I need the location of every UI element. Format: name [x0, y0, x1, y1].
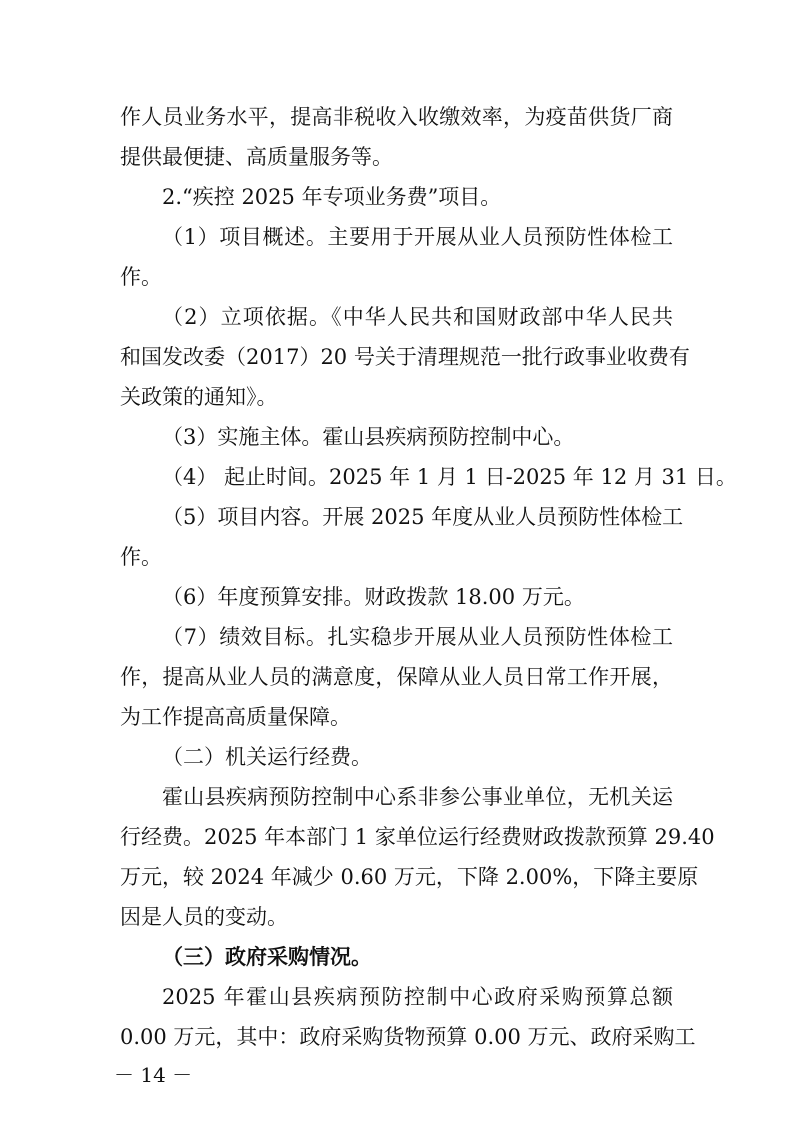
operating-costs-para-3: 万元，较 2024 年减少 0.60 万元，下降 2.00%，下降主要原	[120, 865, 699, 889]
section-heading-project-2: 2.“疾控 2025 年专项业务费”项目。	[162, 185, 502, 209]
item-1-overview: （1）项目概述。主要用于开展从业人员预防性体检工	[162, 225, 673, 249]
section-heading-procurement: （三）政府采购情况。	[162, 944, 372, 969]
item-2-basis-cont-2: 关政策的通知》。	[120, 385, 278, 409]
item-7-goal-cont-1: 作，提高从业人员的满意度，保障从业人员日常工作开展，	[120, 665, 673, 689]
operating-costs-para-2: 行经费。2025 年本部门 1 家单位运行经费财政拨款预算 29.40	[120, 825, 715, 849]
page-number: － 14 －	[114, 1063, 193, 1087]
item-1-overview-cont: 作。	[120, 265, 162, 289]
procurement-para-1: 2025 年霍山县疾病预防控制中心政府采购预算总额	[162, 985, 673, 1009]
item-2-basis: （2）立项依据。《中华人民共和国财政部中华人民共	[162, 305, 673, 329]
item-7-goal-cont-2: 为工作提高高质量保障。	[120, 705, 351, 729]
body-line-1: 作人员业务水平，提高非税收入收缴效率，为疫苗供货厂商	[120, 105, 673, 129]
body-line-2: 提供最便捷、高质量服务等。	[120, 145, 393, 169]
item-3-entity: （3）实施主体。霍山县疾病预防控制中心。	[162, 425, 575, 449]
operating-costs-para-4: 因是人员的变动。	[120, 905, 288, 929]
item-4-period: （4） 起止时间。2025 年 1 月 1 日-2025 年 12 月 31 日。	[162, 465, 737, 489]
item-5-content-cont: 作。	[120, 545, 162, 569]
procurement-para-2: 0.00 万元，其中：政府采购货物预算 0.00 万元、政府采购工	[120, 1025, 696, 1049]
item-7-goal: （7）绩效目标。扎实稳步开展从业人员预防性体检工	[162, 625, 673, 649]
operating-costs-para-1: 霍山县疾病预防控制中心系非参公事业单位，无机关运	[162, 785, 673, 809]
item-6-budget: （6）年度预算安排。财政拨款 18.00 万元。	[162, 585, 585, 609]
item-2-basis-cont-1: 和国发改委（2017）20 号关于清理规范一批行政事业收费有	[120, 345, 690, 369]
section-heading-operating-costs: （二）机关运行经费。	[162, 745, 372, 769]
item-5-content: （5）项目内容。开展 2025 年度从业人员预防性体检工	[162, 505, 684, 529]
